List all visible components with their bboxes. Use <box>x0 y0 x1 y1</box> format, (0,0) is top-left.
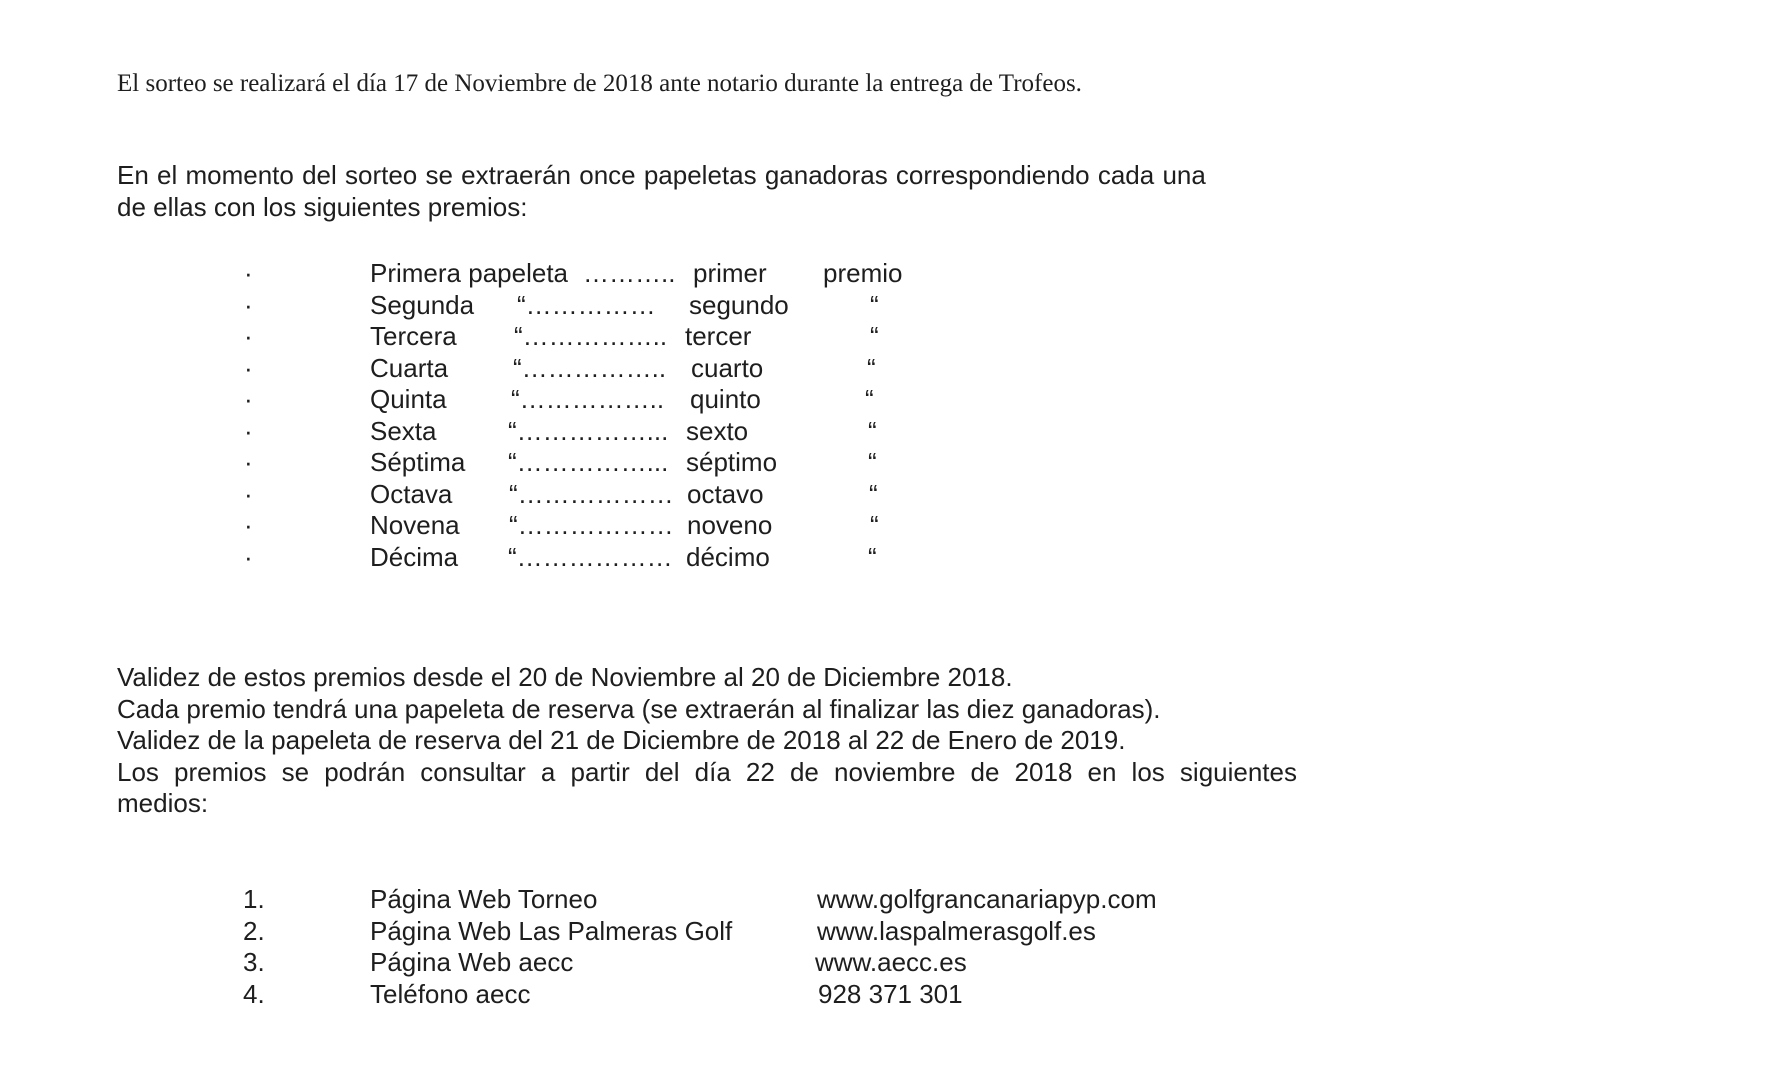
bullet: · <box>244 352 253 383</box>
prize-dots: “…………….. <box>511 384 665 414</box>
media-number: 3. <box>243 947 265 977</box>
prize-ordinal: Quinta <box>370 384 447 414</box>
bullet: · <box>244 415 253 446</box>
prize-dots: ……….. <box>583 258 676 288</box>
media-number: 1. <box>243 884 265 914</box>
prize-ordinal: Segunda <box>370 289 475 320</box>
prize-mark: “ <box>869 478 878 509</box>
draw-paragraph-line-2: de ellas con los siguientes premios: <box>117 191 528 222</box>
prize-ordinal: Décima <box>370 541 459 572</box>
bullet: · <box>244 447 253 477</box>
prize-ordinal: Tercera <box>370 321 457 351</box>
bullet: · <box>244 541 253 572</box>
prize-ordinal: Cuarta <box>370 352 449 383</box>
validity-line-3: Validez de la papeleta de reserva del 21 de Diciembre de 2018 al 22 de Enero de 2019. <box>117 725 1126 755</box>
prize-mark: “ <box>868 541 877 572</box>
prize-ordinal: Octava <box>370 478 453 509</box>
prize-word: tercer <box>685 321 752 351</box>
prize-dots: “……………… <box>508 541 673 572</box>
media-label: Página Web Torneo <box>370 884 598 914</box>
validity-line-2: Cada premio tendrá una papeleta de reserva (se extraerán al finalizar las diez ganadoras). <box>117 693 1161 724</box>
prize-ordinal: Sexta <box>370 415 437 446</box>
bullet: · <box>244 510 253 540</box>
prize-mark: “ <box>870 289 879 320</box>
validity-line-4: Los premios se podrán consultar a partir del día 22 de noviembre de 2018 en los siguientes medios: <box>117 756 1297 818</box>
prize-mark: “ <box>867 352 876 383</box>
prize-word: primer <box>693 258 767 288</box>
prize-dots: “…………….. <box>514 321 668 351</box>
prize-dots: “…………….. <box>513 352 667 383</box>
prize-ordinal: Novena <box>370 510 460 540</box>
prize-dots: “……………… <box>509 510 674 540</box>
prize-word: noveno <box>687 510 773 540</box>
media-label: Página Web aecc <box>370 947 574 977</box>
bullet: · <box>244 289 253 320</box>
prize-ordinal: Primera papeleta <box>370 258 568 288</box>
prize-mark: “ <box>868 447 877 477</box>
prize-mark: “ <box>870 510 879 540</box>
media-label: Teléfono aecc <box>370 978 531 1009</box>
prize-dots: “…………… <box>517 289 656 320</box>
bullet: · <box>244 478 253 509</box>
prize-mark: “ <box>868 415 877 446</box>
draw-paragraph <box>117 160 1297 223</box>
prize-word: segundo <box>689 289 789 320</box>
bullet: · <box>244 384 253 414</box>
prize-word: décimo <box>686 541 770 572</box>
prize-dots: “……………... <box>508 447 669 477</box>
bullet: · <box>244 321 253 351</box>
media-number: 2. <box>243 915 265 946</box>
draw-paragraph-line-1: En el momento del sorteo se extraerán once papeletas ganadoras correspondiendo cada una <box>117 160 1206 190</box>
validity-paragraph <box>117 662 1297 820</box>
prize-mark: “ <box>865 384 874 414</box>
media-value: www.laspalmerasgolf.es <box>817 915 1096 946</box>
prize-word: cuarto <box>691 352 764 383</box>
validity-line-1: Validez de estos premios desde el 20 de Noviembre al 20 de Diciembre 2018. <box>117 662 1013 692</box>
intro-line: El sorteo se realizará el día 17 de Noviembre de 2018 ante notario durante la entrega de Trofeos. <box>117 70 1082 97</box>
media-value: www.golfgrancanariapyp.com <box>817 884 1157 914</box>
prize-word: octavo <box>687 478 764 509</box>
prize-word: quinto <box>690 384 761 414</box>
prize-mark: “ <box>870 321 879 351</box>
media-value: www.aecc.es <box>815 947 967 977</box>
bullet: · <box>244 258 253 288</box>
prize-word: séptimo <box>686 447 778 477</box>
prize-word: sexto <box>686 415 749 446</box>
media-value: 928 371 301 <box>818 978 963 1009</box>
prize-dots: “……………... <box>508 415 669 446</box>
prize-dots: “……………… <box>509 478 674 509</box>
prize-mark: premio <box>823 258 903 288</box>
prize-ordinal: Séptima <box>370 447 466 477</box>
media-label: Página Web Las Palmeras Golf <box>370 915 733 946</box>
media-number: 4. <box>243 978 265 1009</box>
